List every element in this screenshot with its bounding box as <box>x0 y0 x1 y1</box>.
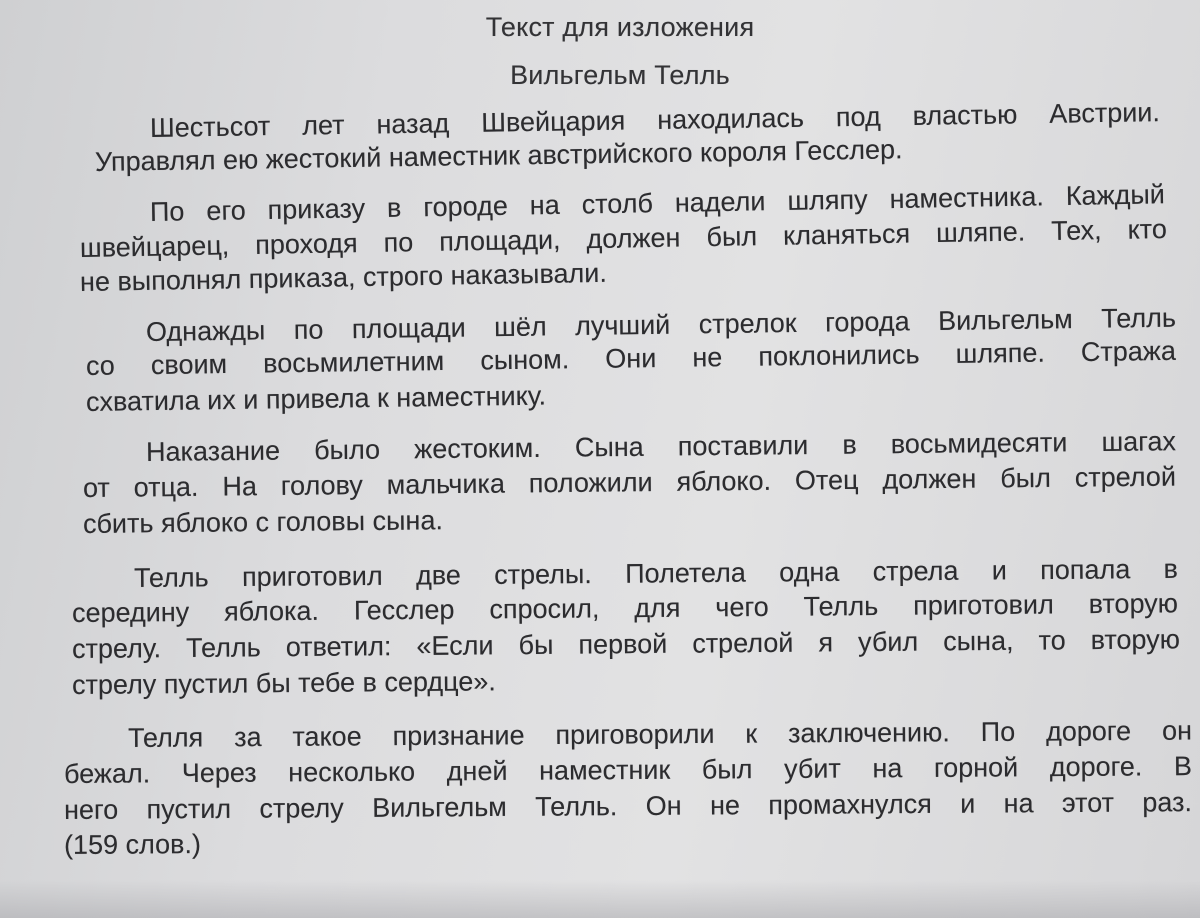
text-line: Управлял ею жестокий наместник австрийского короля Гесслер. <box>94 134 903 177</box>
text-line: Телль приготовил две стрелы. Полетела одна стрела и попала в <box>133 553 1179 593</box>
text-line: Однажды по площади шёл лучший стрелок города Вильгельм Телль <box>145 302 1177 347</box>
text-line: Шестьсот лет назад Швейцария находилась под властью Австрии. <box>149 97 1161 143</box>
document-heading: Текст для изложения <box>485 12 755 42</box>
text-line: схватила их и привела к наместнику. <box>85 380 547 417</box>
page-shadow <box>0 880 1200 918</box>
document-title: Вильгельм Телль <box>510 60 730 90</box>
text-line: (159 слов.) <box>63 829 202 860</box>
text-line: бежал. Через несколько дней наместник был убит на горной дороге. В <box>63 751 1193 789</box>
text-line: не выполнял приказа, строго наказывали. <box>79 257 608 297</box>
text-line: Телля за такое признание приговорили к заключению. По дороге он <box>127 715 1193 753</box>
text-line: стрелу. Телль ответил: «Если бы первой стрелой я убил сына, то вторую <box>71 624 1181 664</box>
text-line: середину яблока. Гесслер спросил, для чего Телль приготовил вторую <box>71 588 1179 628</box>
text-line: со своим восьмилетним сыном. Они не поклонились шляпе. Стража <box>85 335 1177 381</box>
text-line: от отца. На голову мальчика положили яблоко. Отец должен был стрелой <box>82 461 1177 503</box>
text-line: него пустил стрелу Вильгельм Телль. Он не промахнулся и на этот раз. <box>63 787 1193 825</box>
text-line: швейцарец, проходя по площади, должен был кланяться шляпе. Тех, кто <box>79 214 1168 263</box>
text-line: сбить яблоко с головы сына. <box>82 505 444 539</box>
text-line: По его приказу в городе на столб надели шляпу наместника. Каждый <box>149 179 1166 227</box>
text-line: Наказание было жестоким. Сына поставили в восьмидесяти шагах <box>145 426 1177 467</box>
text-line: стрелу пустил бы тебе в сердце». <box>71 666 496 700</box>
